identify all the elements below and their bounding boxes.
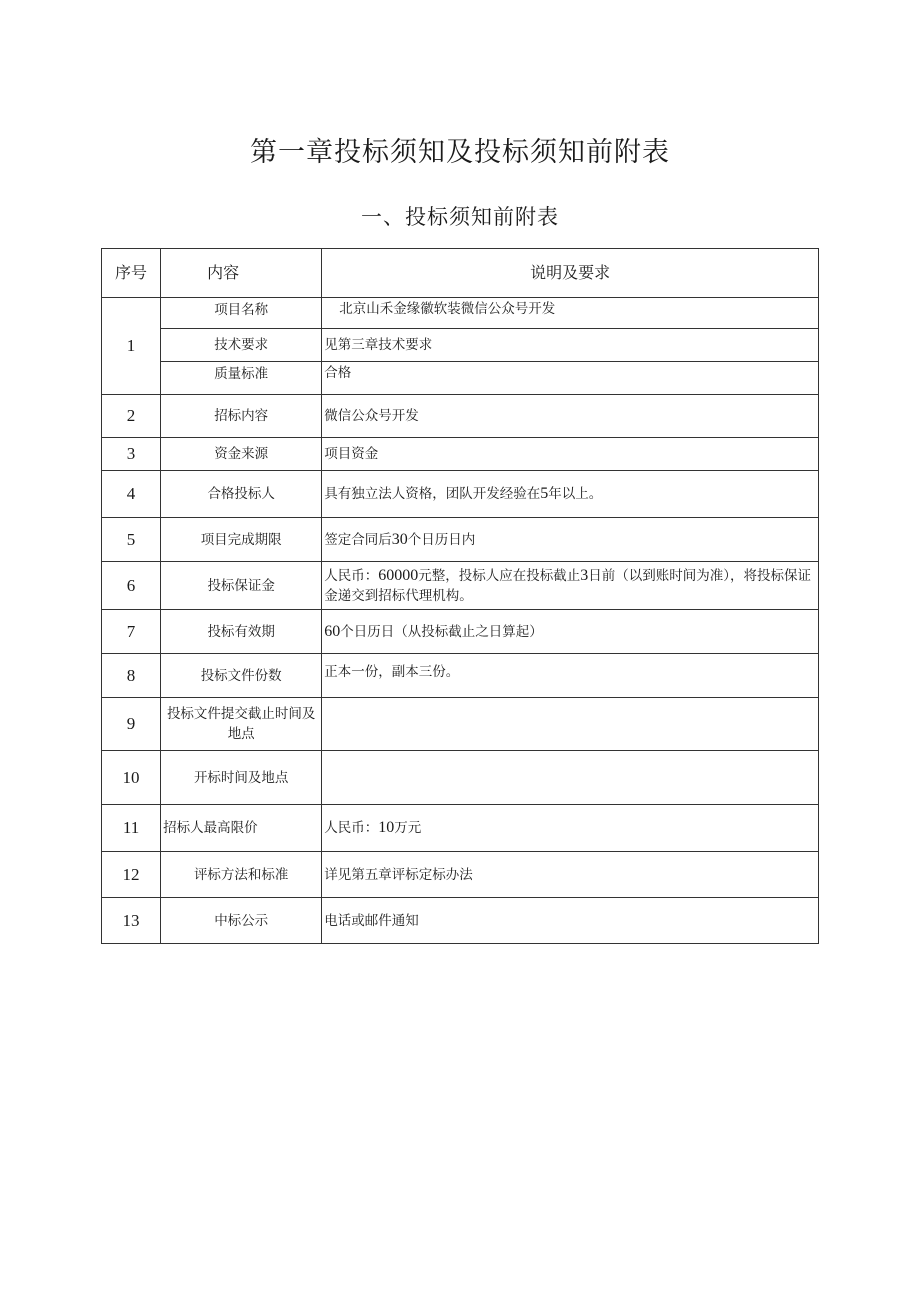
row-desc: 合格 xyxy=(322,362,819,395)
desc-number: 30 xyxy=(391,530,408,548)
row-no: 10 xyxy=(102,751,161,805)
desc-text: 人民币： xyxy=(324,567,379,584)
desc-text: 元整，投标人应在投标截止 xyxy=(418,567,581,584)
row-desc: 电话或邮件通知 xyxy=(322,898,819,944)
row-label: 投标有效期 xyxy=(161,610,322,654)
row-label: 开标时间及地点 xyxy=(161,751,322,805)
row-desc xyxy=(322,471,819,518)
row-no: 11 xyxy=(102,805,161,852)
row-desc: 见第三章技术要求 xyxy=(322,329,819,362)
desc-text: 日前（以到账时间为准），将投标保证金递交到招标代理机构。 xyxy=(324,567,812,604)
row-no: 13 xyxy=(102,898,161,944)
desc-number: 60000 xyxy=(378,566,419,584)
table-row xyxy=(102,751,819,805)
row-label: 投标文件提交截止时间及地点 xyxy=(161,698,322,751)
desc-text: 人民币： xyxy=(324,820,379,836)
table-row xyxy=(102,610,819,654)
row-no: 7 xyxy=(102,610,161,654)
desc-number: 3 xyxy=(580,566,589,584)
table-row xyxy=(102,562,819,610)
row-label: 合格投标人 xyxy=(161,471,322,518)
row-desc: 微信公众号开发 xyxy=(322,395,819,438)
table-row xyxy=(102,438,819,471)
row-label: 质量标准 xyxy=(161,362,322,395)
row-label: 资金来源 xyxy=(161,438,322,471)
row-desc xyxy=(322,562,819,610)
row-label: 招标人最高限价 xyxy=(161,805,322,852)
row-desc: 项目资金 xyxy=(322,438,819,471)
row-label: 招标内容 xyxy=(161,395,322,438)
desc-text: 万元 xyxy=(394,820,422,836)
row-desc xyxy=(322,518,819,562)
row-desc: 正本一份，副本三份。 xyxy=(322,654,819,698)
row-label: 投标保证金 xyxy=(161,562,322,610)
table-row xyxy=(102,805,819,852)
row-label: 项目名称 xyxy=(161,298,322,329)
section-subtitle: 一、投标须知前附表 xyxy=(361,205,559,229)
table-row xyxy=(102,898,819,944)
row-desc xyxy=(322,805,819,852)
row-no: 3 xyxy=(102,438,161,471)
page-title: 第一章投标须知及投标须知前附表 xyxy=(250,137,670,168)
row-desc: 北京山禾金缘徽软装微信公众号开发 xyxy=(322,298,819,329)
desc-text: 个日历日内 xyxy=(407,531,476,548)
table-row xyxy=(102,395,819,438)
row-desc xyxy=(322,610,819,654)
row-no: 1 xyxy=(102,298,161,395)
table-row xyxy=(102,654,819,698)
header-content: 内容 xyxy=(161,249,322,298)
desc-text: 年以上。 xyxy=(548,486,603,502)
table-row xyxy=(102,698,819,751)
table-row xyxy=(102,362,819,395)
row-no: 2 xyxy=(102,395,161,438)
row-desc xyxy=(322,698,819,751)
desc-number: 5 xyxy=(540,485,549,502)
row-label: 投标文件份数 xyxy=(161,654,322,698)
row-label: 技术要求 xyxy=(161,329,322,362)
desc-number: 60 xyxy=(324,622,341,640)
table-row xyxy=(102,298,819,329)
table-row xyxy=(102,518,819,562)
row-no: 6 xyxy=(102,562,161,610)
row-no: 5 xyxy=(102,518,161,562)
desc-text: 具有独立法人资格，团队开发经验在 xyxy=(324,486,541,502)
table-header-row xyxy=(102,249,819,298)
desc-text: 个日历日（从投标截止之日算起） xyxy=(340,623,543,640)
desc-number: 10 xyxy=(378,819,395,836)
header-no: 序号 xyxy=(102,249,161,298)
row-label: 项目完成期限 xyxy=(161,518,322,562)
row-label: 评标方法和标准 xyxy=(161,852,322,898)
row-desc: 详见第五章评标定标办法 xyxy=(322,852,819,898)
header-desc: 说明及要求 xyxy=(322,249,819,298)
row-no: 9 xyxy=(102,698,161,751)
row-desc xyxy=(322,751,819,805)
desc-text: 签定合同后 xyxy=(324,531,392,548)
row-no: 12 xyxy=(102,852,161,898)
row-label: 中标公示 xyxy=(161,898,322,944)
row-no: 4 xyxy=(102,471,161,518)
table-row xyxy=(102,471,819,518)
row-no: 8 xyxy=(102,654,161,698)
table-row xyxy=(102,329,819,362)
bid-instructions-table xyxy=(101,248,819,944)
table-row xyxy=(102,852,819,898)
